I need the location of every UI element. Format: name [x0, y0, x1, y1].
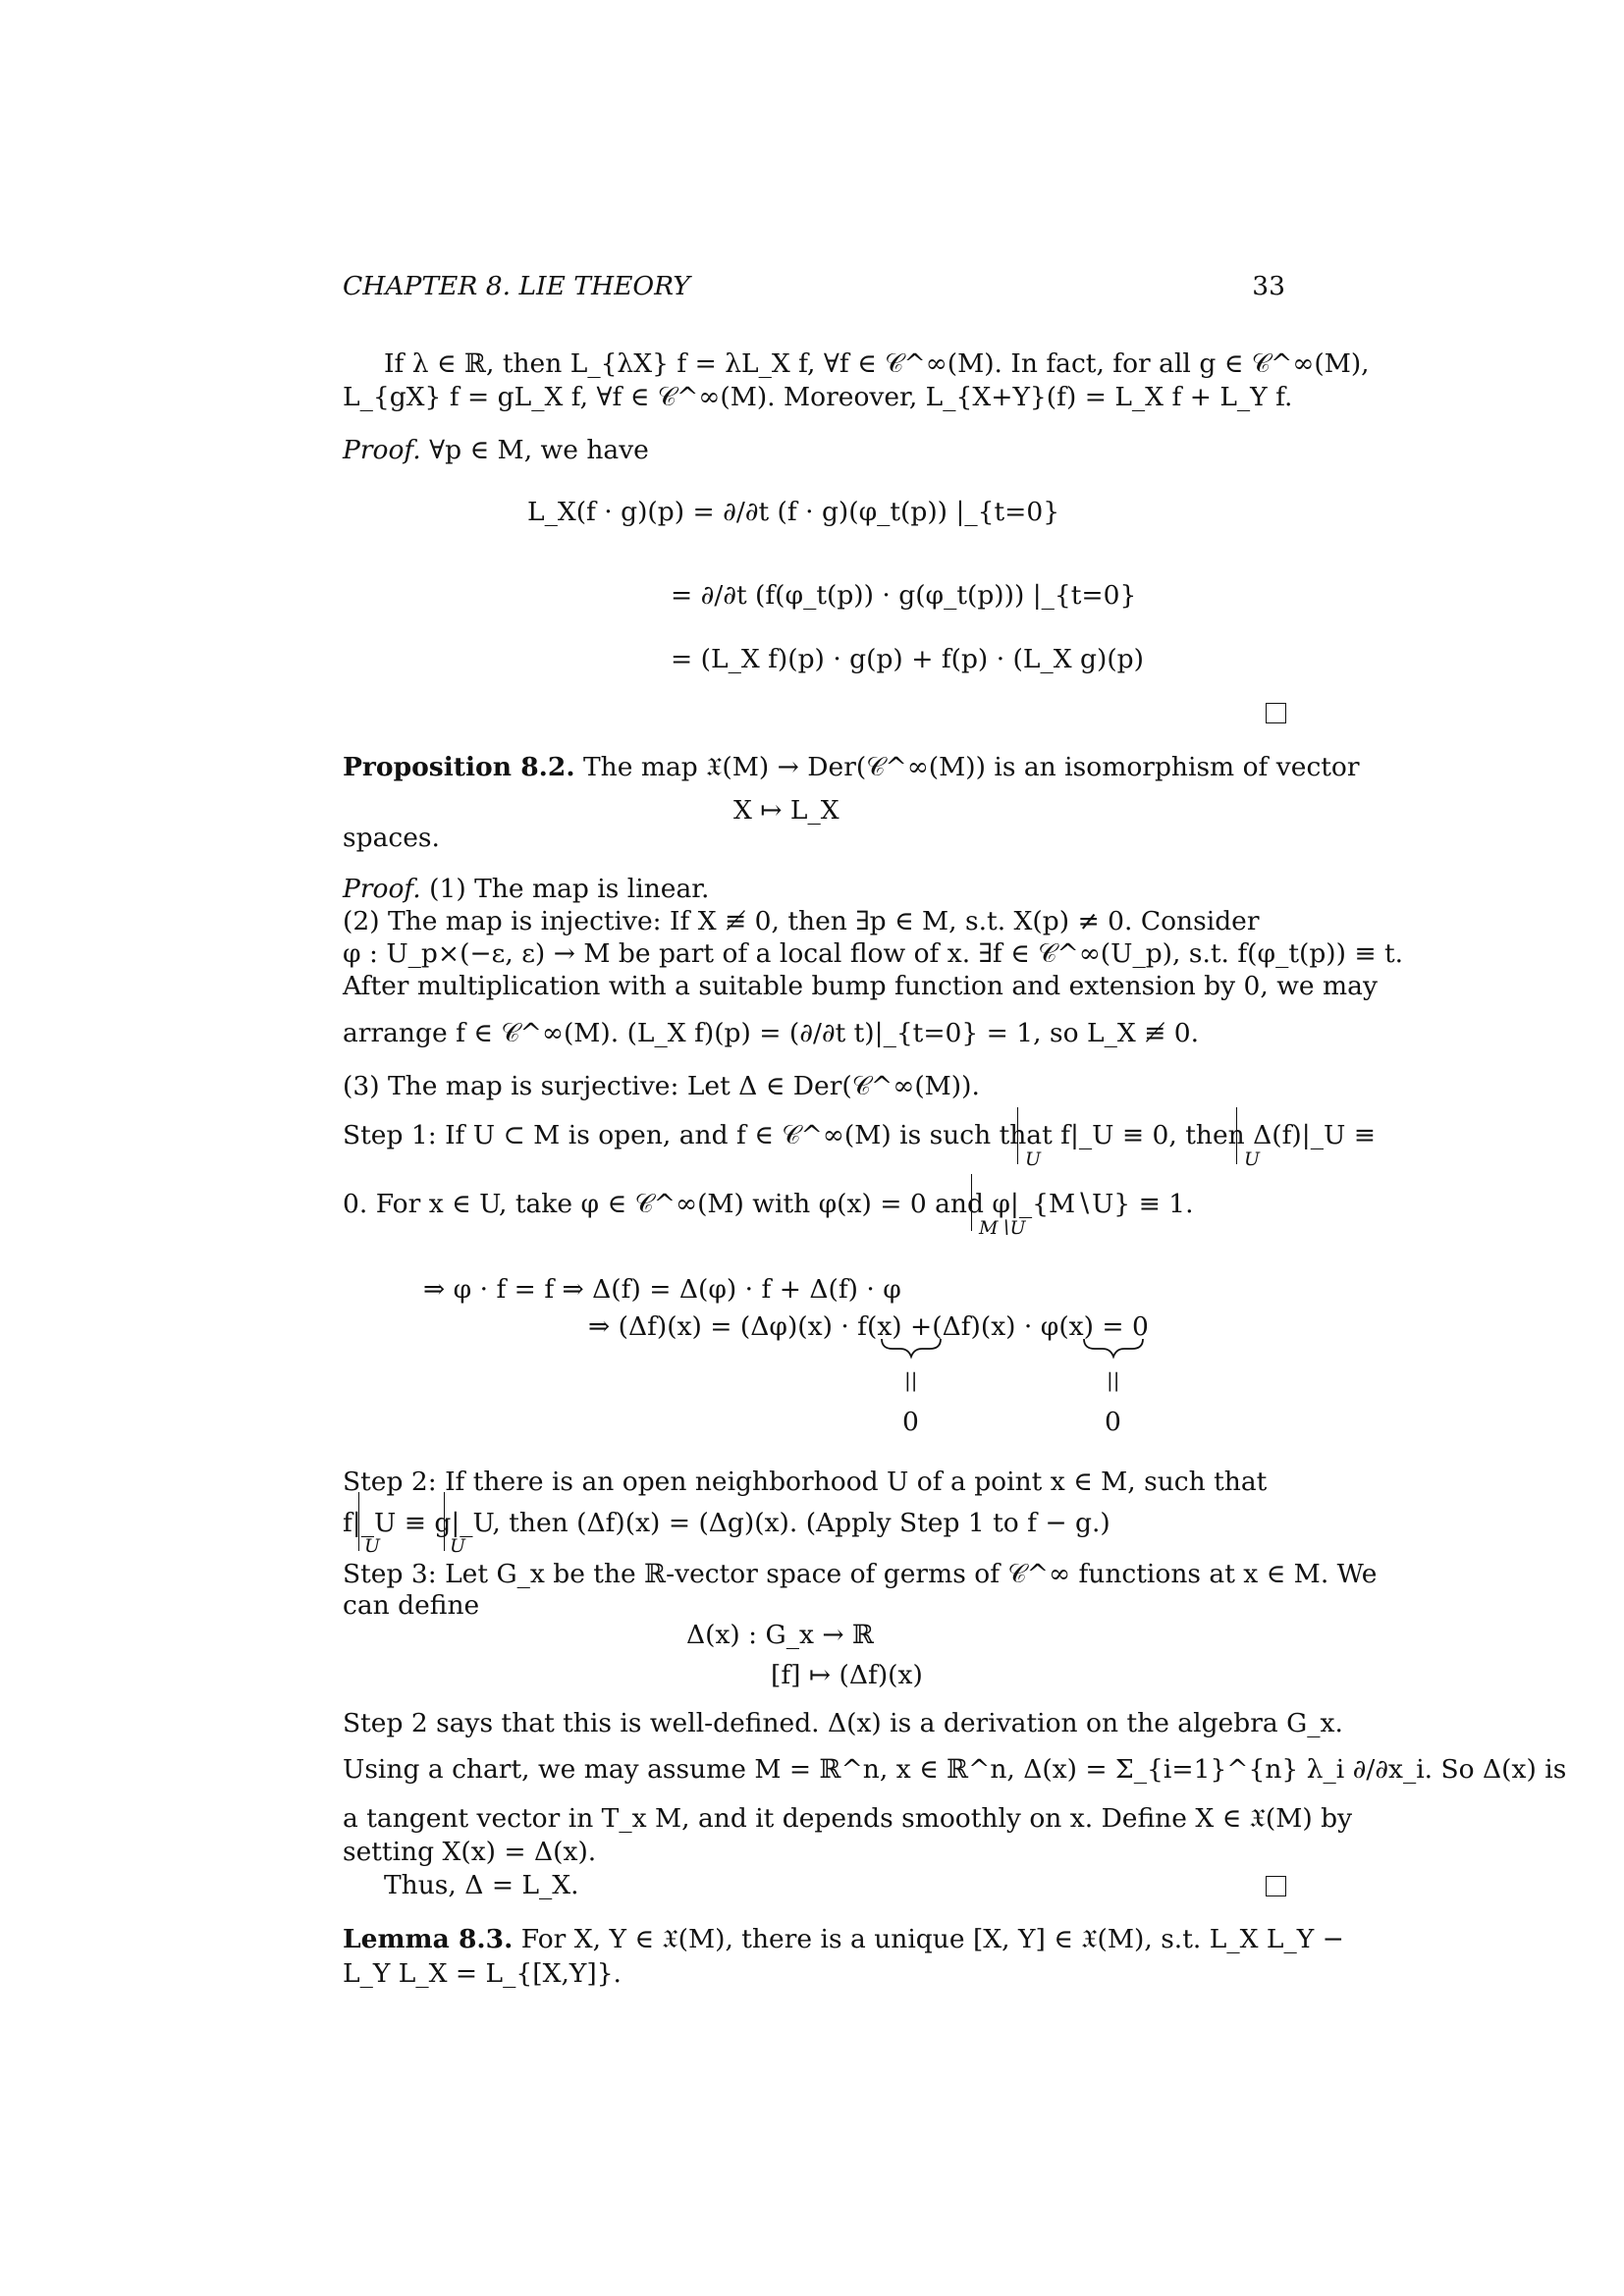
- lemma-text: For X, Y ∈ 𝔛(M), there is a unique [X, Y] ∈ 𝔛(M), s.t. L_X L_Y −: [520, 1924, 1344, 1954]
- restriction-bar: [358, 1492, 359, 1551]
- lemma-label: Lemma 8.3.: [343, 1924, 514, 1954]
- restriction-subscript: U: [364, 1535, 381, 1557]
- running-title: CHAPTER 8. LIE THEORY: [343, 271, 690, 301]
- restriction-subscript: U: [1244, 1148, 1261, 1170]
- restriction-subscript: M∖U: [979, 1217, 1026, 1239]
- restriction-subscript: U: [450, 1535, 466, 1557]
- step-1-line-1: Step 1: If U ⊂ M is open, and f ∈ 𝒞^∞(M) is such that f|_U ≡ 0, then Δ(f)|_U ≡: [343, 1120, 1376, 1150]
- step-3-line-2: can define: [343, 1590, 480, 1621]
- conclusion-line-4: setting X(x) = Δ(x).: [343, 1837, 597, 1867]
- underbrace-equals-right: ||: [1107, 1368, 1120, 1392]
- proposition-label: Proposition 8.2.: [343, 752, 575, 782]
- thus-line: Thus, Δ = L_X.: [384, 1870, 579, 1900]
- proof-item-2-line-1: (2) The map is injective: If X ≢ 0, then ∃p ∈ M, s.t. X(p) ≠ 0. Consider: [343, 906, 1260, 936]
- proof-label: Proof.: [343, 435, 421, 465]
- step-3-line-1: Step 3: Let G_x be the ℝ-vector space of germs of 𝒞^∞ functions at x ∈ M. We: [343, 1559, 1378, 1589]
- proposition-8-2: [343, 751, 1360, 783]
- step-2-line-2: f|_U ≡ g|_U, then (Δf)(x) = (Δg)(x). (Apply Step 1 to f − g.): [343, 1508, 1110, 1538]
- conclusion-line-3: a tangent vector in T_x M, and it depends smoothly on x. Define X ∈ 𝔛(M) by: [343, 1803, 1353, 1834]
- lemma-8-3-line-1: [343, 1923, 1344, 1955]
- restriction-bar: [444, 1492, 445, 1551]
- paragraph-line: If λ ∈ ℝ, then L_{λX} f = λL_X f, ∀f ∈ 𝒞^∞(M). In fact, for all g ∈ 𝒞^∞(M),: [384, 348, 1370, 379]
- map-definition-line-2: [f] ↦ (Δf)(x): [771, 1660, 923, 1690]
- conclusion-line-2: Using a chart, we may assume M = ℝ^n, x ∈ ℝ^n, Δ(x) = Σ_{i=1}^{n} λ_i ∂/∂x_i. So Δ(x) is: [343, 1754, 1567, 1785]
- proof-item-1: [343, 873, 709, 905]
- underbrace-zero-right: 0: [1105, 1407, 1121, 1437]
- qed-symbol: [1266, 1876, 1286, 1896]
- equation-implication-2: ⇒ (Δf)(x) = (Δφ)(x) · f(x) +(Δf)(x) · φ(x) = 0: [588, 1311, 1149, 1342]
- underbrace-zero-left: 0: [902, 1407, 919, 1437]
- step-2-line-1: Step 2: If there is an open neighborhood U of a point x ∈ M, such that: [343, 1467, 1268, 1497]
- equation-line-1: L_X(f · g)(p) = ∂/∂t (f · g)(φ_t(p)) |_{t=0}: [527, 497, 1060, 527]
- proof-item-2-line-4: arrange f ∈ 𝒞^∞(M). (L_X f)(p) = (∂/∂t t)|_{t=0} = 1, so L_X ≢ 0.: [343, 1018, 1200, 1048]
- restriction-bar: [1236, 1107, 1237, 1164]
- proof-item-2-line-2: φ : U_p×(−ε, ε) → M be part of a local flow of x. ∃f ∈ 𝒞^∞(U_p), s.t. f(φ_t(p)) ≡ t.: [343, 938, 1404, 969]
- underbrace-left: [882, 1339, 941, 1357]
- proposition-tail: spaces.: [343, 823, 440, 853]
- equation-implication-1: ⇒ φ · f = f ⇒ Δ(f) = Δ(φ) · f + Δ(f) · φ: [423, 1274, 901, 1305]
- conclusion-line-1: Step 2 says that this is well-defined. Δ(x) is a derivation on the algebra G_x.: [343, 1708, 1343, 1738]
- page-number: 33: [1252, 271, 1285, 301]
- proof-item-text: (1) The map is linear.: [429, 874, 710, 904]
- proposition-text: The map 𝔛(M) → Der(𝒞^∞(M)) is an isomorphism of vector: [583, 752, 1360, 782]
- equation-line-2: = ∂/∂t (f(φ_t(p)) · g(φ_t(p))) |_{t=0}: [671, 580, 1137, 611]
- step-1-line-2: 0. For x ∈ U, take φ ∈ 𝒞^∞(M) with φ(x) = 0 and φ|_{M∖U} ≡ 1.: [343, 1189, 1194, 1219]
- proof-item-3: (3) The map is surjective: Let Δ ∈ Der(𝒞^∞(M)).: [343, 1071, 980, 1101]
- underbrace-right: [1084, 1339, 1143, 1357]
- map-definition-line-1: Δ(x) : G_x → ℝ: [686, 1620, 874, 1650]
- paragraph-line: L_{gX} f = gL_X f, ∀f ∈ 𝒞^∞(M). Moreover, L_{X+Y}(f) = L_X f + L_Y f.: [343, 382, 1293, 412]
- restriction-bar: [971, 1174, 972, 1231]
- restriction-subscript: U: [1025, 1148, 1042, 1170]
- proof-intro-text: ∀p ∈ M, we have: [429, 435, 649, 465]
- proof-label: Proof.: [343, 874, 421, 904]
- underbrace-equals-left: ||: [904, 1368, 918, 1392]
- page: [343, 0, 1567, 2296]
- restriction-bar: [1017, 1107, 1018, 1164]
- equation-line-3: = (L_X f)(p) · g(p) + f(p) · (L_X g)(p): [671, 644, 1144, 674]
- lemma-8-3-line-2: L_Y L_X = L_{[X,Y]}.: [343, 1958, 622, 1989]
- proof-item-2-line-3: After multiplication with a suitable bump function and extension by 0, we may: [343, 971, 1378, 1001]
- proposition-map: X ↦ L_X: [733, 795, 839, 826]
- underbrace-graphics: [343, 1335, 1285, 1364]
- proof-intro: [343, 434, 649, 466]
- qed-symbol: [1266, 703, 1286, 723]
